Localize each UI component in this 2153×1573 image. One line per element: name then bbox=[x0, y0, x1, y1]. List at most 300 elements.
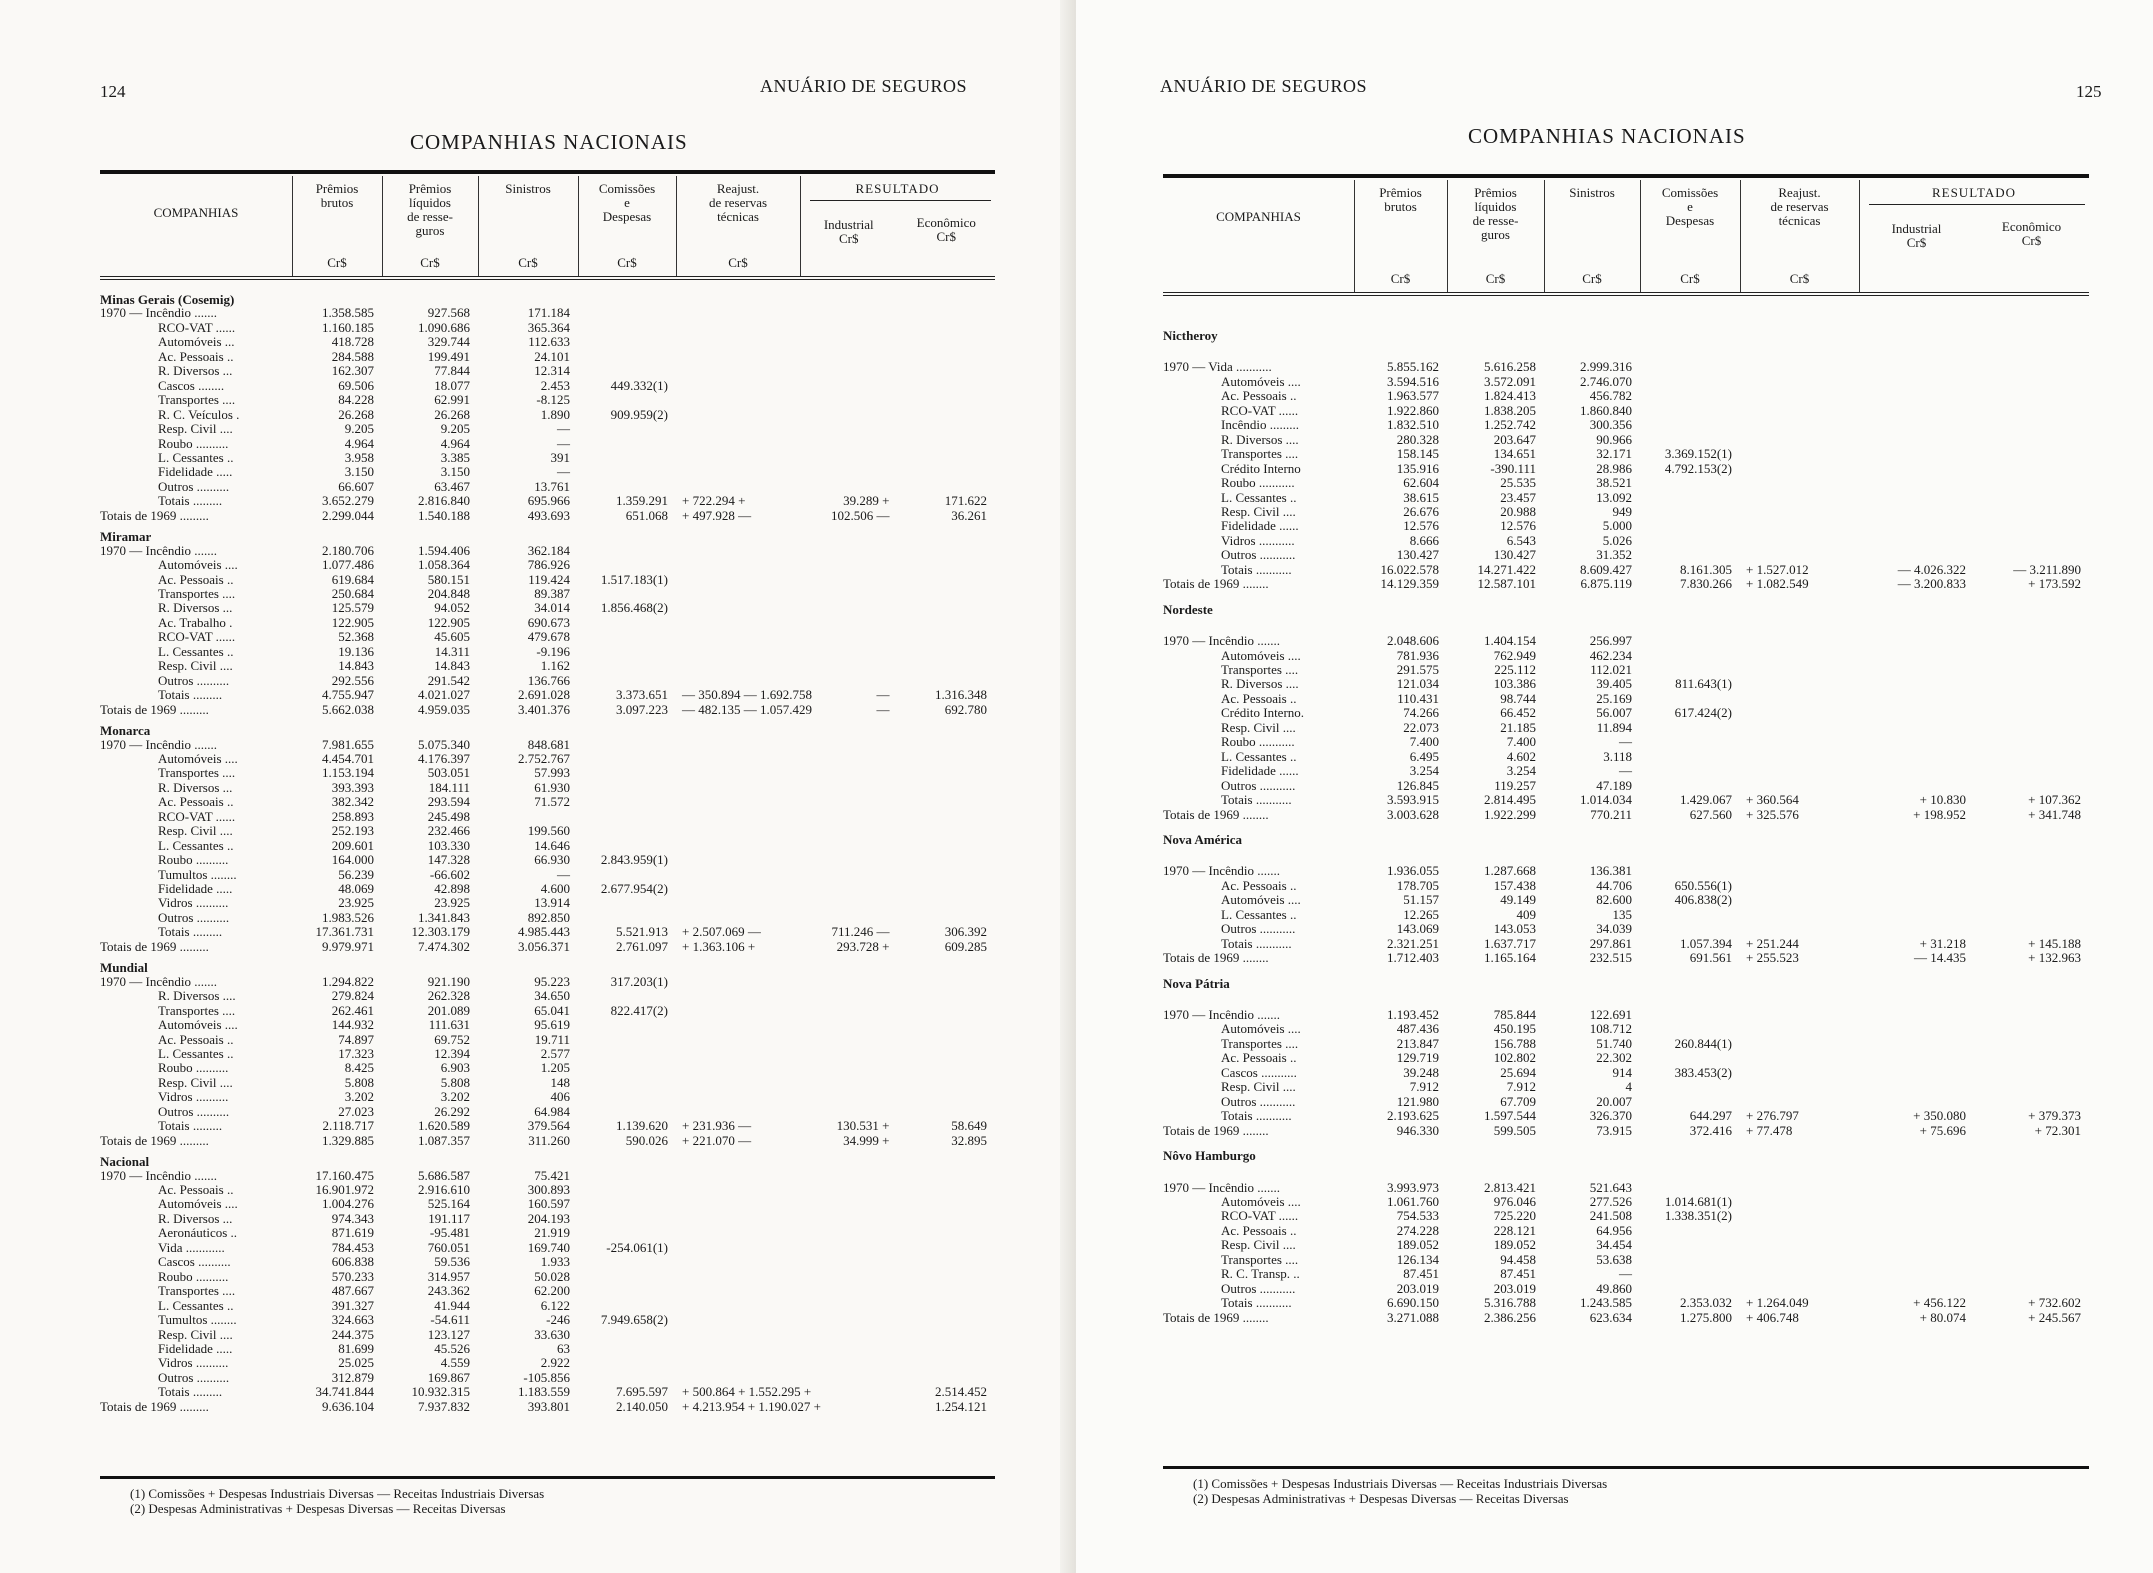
cell-premios-brutos: 62.604 bbox=[1403, 475, 1439, 491]
cell-sinistros: 49.860 bbox=[1596, 1280, 1632, 1296]
cell-sinistros: 13.914 bbox=[534, 895, 570, 911]
cell-premios-brutos: 74.897 bbox=[338, 1031, 374, 1047]
table-row bbox=[1076, 1066, 2153, 1080]
row-label: Vida ............ bbox=[158, 1239, 225, 1255]
cell-premios-brutos: 126.134 bbox=[1396, 1251, 1439, 1267]
cell-sinistros: 493.693 bbox=[527, 507, 570, 523]
header-industrial: Industrial bbox=[1891, 221, 1942, 236]
cell-industrial: + 10.830 bbox=[1919, 792, 1966, 808]
cell-premios-brutos: 3.594.516 bbox=[1387, 373, 1439, 389]
row-label: 1970 — Vida ........... bbox=[1163, 359, 1272, 375]
cell-sinistros: 95.619 bbox=[534, 1017, 570, 1033]
cell-sinistros: 160.597 bbox=[527, 1196, 570, 1212]
table-row bbox=[0, 853, 1076, 867]
company-name: Miramar bbox=[100, 529, 152, 545]
cell-premios-liquidos: 4.176.397 bbox=[418, 750, 470, 766]
cell-sinistros: 311.260 bbox=[528, 1132, 570, 1148]
table-row bbox=[0, 616, 1076, 630]
header-bottom-rule bbox=[1163, 292, 2089, 293]
cell-premios-liquidos: 12.576 bbox=[1500, 518, 1536, 534]
header-divider bbox=[478, 176, 479, 276]
row-label: Ac. Pessoais .. bbox=[158, 1031, 234, 1047]
cell-sinistros: 21.919 bbox=[534, 1225, 570, 1241]
cell-premios-brutos: 4.755.947 bbox=[322, 687, 374, 703]
cell-sinistros: 12.314 bbox=[534, 363, 570, 379]
cell-comissoes: 1.429.067 bbox=[1680, 792, 1732, 808]
row-label: Ac. Pessoais .. bbox=[158, 348, 234, 364]
cell-reajust: + 360.564 bbox=[1746, 792, 1799, 808]
cell-sinistros: 2.577 bbox=[540, 1045, 570, 1061]
row-label: Outros .......... bbox=[158, 909, 230, 925]
cell-sinistros: 24.101 bbox=[534, 348, 570, 364]
cell-premios-liquidos: 1.540.188 bbox=[418, 507, 470, 523]
table-row bbox=[1076, 893, 2153, 907]
cell-industrial: 711.246 — bbox=[831, 924, 890, 940]
cell-premios-brutos: 1.358.585 bbox=[322, 305, 374, 321]
row-label: Vidros .......... bbox=[158, 1089, 229, 1105]
cell-premios-brutos: 213.847 bbox=[1396, 1035, 1439, 1051]
header-currency: Cr$ bbox=[936, 229, 956, 244]
cell-premios-brutos: 7.912 bbox=[1409, 1079, 1439, 1095]
cell-premios-brutos: 280.328 bbox=[1396, 431, 1439, 447]
cell-sinistros: 456.782 bbox=[1589, 388, 1632, 404]
cell-premios-brutos: 974.343 bbox=[331, 1210, 374, 1226]
cell-premios-brutos: 292.556 bbox=[331, 672, 374, 688]
cell-industrial: + 75.696 bbox=[1919, 1122, 1966, 1138]
cell-premios-liquidos: 4.959.035 bbox=[418, 701, 470, 717]
cell-industrial: — 14.435 bbox=[1914, 950, 1966, 966]
cell-premios-liquidos: 291.542 bbox=[427, 672, 470, 688]
cell-premios-brutos: 17.160.475 bbox=[315, 1167, 374, 1183]
cell-premios-brutos: 1.712.403 bbox=[1387, 950, 1439, 966]
cell-premios-brutos: 16.022.578 bbox=[1380, 561, 1439, 577]
row-label: R. C. Veículos . bbox=[158, 406, 240, 422]
cell-premios-liquidos: 762.949 bbox=[1493, 647, 1536, 663]
table-row bbox=[1076, 879, 2153, 893]
header-currency: Cr$ bbox=[518, 255, 538, 270]
header-premios-liquidos-line: de resse- bbox=[407, 209, 453, 224]
cell-premios-liquidos: 1.594.406 bbox=[418, 542, 470, 558]
cell-premios-liquidos: 1.252.742 bbox=[1484, 417, 1536, 433]
cell-premios-brutos: 418.728 bbox=[331, 334, 374, 350]
table-row bbox=[0, 1313, 1076, 1327]
header-divider bbox=[382, 176, 383, 276]
table-row bbox=[1076, 634, 2153, 648]
cell-premios-liquidos: 503.051 bbox=[427, 765, 470, 781]
cell-sinistros: 53.638 bbox=[1596, 1251, 1632, 1267]
cell-sinistros: 365.364 bbox=[527, 319, 570, 335]
cell-premios-liquidos: 134.651 bbox=[1493, 446, 1536, 462]
cell-sinistros: 204.193 bbox=[527, 1210, 570, 1226]
cell-comissoes: -254.061(1) bbox=[606, 1239, 668, 1255]
footnote: (1) Comissões + Despesas Industriais Diversas — Receitas Industriais Diversas bbox=[1193, 1476, 1608, 1491]
table-row bbox=[0, 1226, 1076, 1240]
table-row bbox=[1076, 1253, 2153, 1267]
cell-sinistros: 623.634 bbox=[1589, 1309, 1632, 1325]
cell-sinistros: 1.860.840 bbox=[1580, 402, 1632, 418]
cell-comissoes: 2.761.097 bbox=[616, 938, 668, 954]
cell-premios-brutos: 26.676 bbox=[1403, 503, 1439, 519]
cell-premios-liquidos: 26.292 bbox=[434, 1103, 470, 1119]
cell-sinistros: 56.007 bbox=[1596, 705, 1632, 721]
cell-premios-liquidos: 725.220 bbox=[1493, 1208, 1536, 1224]
row-label: RCO-VAT ...... bbox=[158, 808, 236, 824]
cell-premios-liquidos: 6.903 bbox=[440, 1060, 470, 1076]
cell-sinistros: 38.521 bbox=[1596, 475, 1632, 491]
cell-sinistros: — bbox=[1619, 734, 1632, 750]
cell-sinistros: — bbox=[1619, 763, 1632, 779]
cell-premios-liquidos: 1.287.668 bbox=[1484, 863, 1536, 879]
cell-sinistros: 14.646 bbox=[534, 837, 570, 853]
header-currency: Cr$ bbox=[2021, 233, 2042, 248]
cell-comissoes: 7.949.658(2) bbox=[600, 1312, 668, 1328]
cell-premios-brutos: 12.265 bbox=[1403, 906, 1439, 922]
table-row bbox=[0, 451, 1076, 465]
cell-premios-brutos: 203.019 bbox=[1396, 1280, 1439, 1296]
cell-sinistros: 25.169 bbox=[1596, 690, 1632, 706]
row-label: Outros .......... bbox=[158, 1103, 230, 1119]
row-label: Fidelidade ...... bbox=[1221, 518, 1299, 534]
header-companhias: COMPANHIAS bbox=[1216, 209, 1301, 224]
row-label: Cascos .......... bbox=[158, 1254, 231, 1270]
cell-sinistros: 690.673 bbox=[527, 614, 570, 630]
cell-premios-brutos: 244.375 bbox=[331, 1326, 374, 1342]
table-row bbox=[0, 1371, 1076, 1385]
cell-sinistros: 44.706 bbox=[1596, 877, 1632, 893]
row-label: L. Cessantes .. bbox=[158, 449, 234, 465]
cell-premios-liquidos: 10.932.315 bbox=[411, 1384, 470, 1400]
table-row bbox=[0, 408, 1076, 422]
cell-sinistros: 112.021 bbox=[1590, 662, 1632, 677]
table-row bbox=[0, 766, 1076, 780]
cell-comissoes: 909.959(2) bbox=[610, 406, 668, 422]
table-row bbox=[0, 587, 1076, 601]
cell-comissoes: 691.561 bbox=[1689, 950, 1732, 966]
cell-premios-liquidos: 62.991 bbox=[434, 392, 470, 408]
table-row bbox=[1076, 563, 2153, 577]
cell-economico: + 72.301 bbox=[2034, 1122, 2081, 1138]
cell-premios-liquidos: 4.559 bbox=[440, 1355, 470, 1371]
cell-premios-liquidos: 3.202 bbox=[440, 1089, 470, 1105]
row-label: Vidros .......... bbox=[158, 895, 229, 911]
cell-premios-brutos: 14.129.359 bbox=[1380, 576, 1439, 592]
cell-premios-brutos: 1.153.194 bbox=[322, 765, 374, 781]
cell-premios-brutos: 125.579 bbox=[331, 600, 374, 616]
cell-sinistros: 4 bbox=[1625, 1079, 1632, 1095]
cell-comissoes: 811.643(1) bbox=[1675, 676, 1732, 692]
cell-premios-liquidos: 976.046 bbox=[1493, 1193, 1536, 1209]
row-label: RCO-VAT ...... bbox=[158, 319, 236, 335]
header-comissoes-line: Despesas bbox=[602, 209, 652, 224]
header-comissoes bbox=[578, 182, 676, 224]
row-label: R. Diversos ... bbox=[158, 1210, 233, 1226]
header-premios-liquidos-line: Prêmios bbox=[408, 181, 452, 196]
header-divider bbox=[1740, 180, 1741, 292]
header-reajust-line: técnicas bbox=[717, 209, 759, 224]
cell-sinistros: 1.933 bbox=[540, 1254, 570, 1270]
cell-comissoes: 617.424(2) bbox=[1674, 705, 1732, 721]
cell-premios-brutos: 135.916 bbox=[1396, 460, 1439, 476]
header-premios-liquidos-line: Prêmios bbox=[1474, 185, 1517, 200]
cell-premios-brutos: 3.993.973 bbox=[1387, 1179, 1439, 1195]
row-label: Fidelidade ..... bbox=[158, 1340, 233, 1356]
header-currency: Cr$ bbox=[1789, 271, 1810, 286]
cell-premios-brutos: 3.593.915 bbox=[1387, 792, 1439, 808]
row-label: Outros ........... bbox=[1221, 1093, 1296, 1109]
cell-reajust: + 500.864 + 1.552.295 + bbox=[682, 1384, 812, 1400]
cell-sinistros: 1.183.559 bbox=[518, 1384, 570, 1400]
table-row bbox=[1076, 1311, 2153, 1325]
cell-premios-liquidos: 7.912 bbox=[1506, 1079, 1536, 1095]
header-sinistros bbox=[478, 182, 578, 196]
cell-premios-brutos: 391.327 bbox=[331, 1297, 374, 1313]
cell-industrial: + 350.080 bbox=[1913, 1108, 1966, 1124]
header-premios-liquidos bbox=[382, 182, 478, 238]
table-row bbox=[1076, 1109, 2153, 1123]
cell-sinistros: 2.999.316 bbox=[1580, 359, 1632, 375]
row-label: Totais ......... bbox=[158, 1118, 223, 1134]
row-label: Totais de 1969 ........ bbox=[1163, 576, 1269, 592]
cell-reajust: + 231.936 — bbox=[682, 1118, 752, 1134]
row-label: Outros .......... bbox=[158, 1369, 230, 1385]
cell-industrial: — bbox=[876, 701, 890, 717]
cell-premios-liquidos: 2.814.495 bbox=[1484, 792, 1536, 808]
cell-premios-brutos: 144.932 bbox=[331, 1017, 374, 1033]
cell-premios-brutos: 56.239 bbox=[338, 866, 374, 882]
row-label: 1970 — Incêndio ....... bbox=[1163, 1179, 1280, 1195]
page-number: 124 bbox=[100, 82, 126, 101]
table-row bbox=[1076, 764, 2153, 778]
row-label: R. Diversos ... bbox=[158, 600, 233, 616]
row-label: Transportes .... bbox=[158, 765, 236, 781]
table-row bbox=[0, 781, 1076, 795]
cell-sinistros: 3.056.371 bbox=[518, 938, 570, 954]
row-label: Ac. Pessoais .. bbox=[1221, 1050, 1297, 1066]
cell-premios-liquidos: 1.087.357 bbox=[418, 1132, 470, 1148]
header-reajust-line: de reservas bbox=[708, 195, 768, 210]
row-label: Totais ........... bbox=[1221, 1108, 1292, 1124]
cell-comissoes: 2.677.954(2) bbox=[600, 881, 668, 896]
cell-premios-liquidos: 156.788 bbox=[1493, 1035, 1536, 1051]
row-label: Ac. Pessoais .. bbox=[1221, 1222, 1297, 1238]
cell-industrial: — 4.026.322 bbox=[1897, 561, 1966, 577]
header-comissoes-line: Comissões bbox=[598, 181, 656, 196]
table-row bbox=[0, 1328, 1076, 1342]
table-row bbox=[0, 882, 1076, 896]
cell-sinistros: 3.118 bbox=[1603, 748, 1632, 764]
cell-comissoes: 3.373.651 bbox=[616, 687, 668, 703]
cell-premios-brutos: 38.615 bbox=[1403, 489, 1439, 505]
table-row bbox=[1076, 908, 2153, 922]
cell-sinistros: 95.223 bbox=[534, 973, 570, 989]
table-row bbox=[1076, 779, 2153, 793]
cell-sinistros: — bbox=[557, 421, 570, 437]
row-label: Automóveis .... bbox=[1221, 647, 1301, 663]
cell-premios-liquidos: 1.597.544 bbox=[1484, 1108, 1536, 1124]
table-row bbox=[0, 1047, 1076, 1061]
cell-premios-liquidos: 123.127 bbox=[427, 1326, 470, 1342]
cell-comissoes: 406.838(2) bbox=[1674, 892, 1732, 908]
header-economico: Econômico bbox=[916, 215, 976, 230]
header-divider bbox=[1354, 180, 1355, 292]
table-row bbox=[1076, 1051, 2153, 1065]
cell-economico: 1.254.121 bbox=[935, 1398, 987, 1414]
row-label: Transportes .... bbox=[1221, 1251, 1299, 1267]
header-divider bbox=[676, 176, 677, 276]
header-reajust-line: técnicas bbox=[1778, 213, 1821, 228]
cell-economico: + 173.592 bbox=[2028, 576, 2081, 592]
cell-sinistros: 300.893 bbox=[527, 1182, 570, 1197]
header-premios-liquidos bbox=[1447, 186, 1544, 242]
cell-economico: 2.514.452 bbox=[935, 1384, 987, 1400]
cell-premios-liquidos: 5.616.258 bbox=[1484, 359, 1536, 375]
cell-reajust: + 722.294 + bbox=[682, 493, 746, 509]
cell-premios-liquidos: 23.457 bbox=[1500, 489, 1536, 505]
row-label: Crédito Interno bbox=[1221, 460, 1301, 476]
header-divider bbox=[578, 176, 579, 276]
row-label: Resp. Civil .... bbox=[1221, 503, 1296, 519]
cell-premios-brutos: 14.843 bbox=[338, 658, 374, 674]
cell-premios-liquidos: 262.328 bbox=[427, 988, 470, 1004]
row-label: RCO-VAT ...... bbox=[158, 629, 236, 645]
cell-economico: + 245.567 bbox=[2028, 1309, 2081, 1325]
row-label: Resp. Civil .... bbox=[158, 421, 233, 437]
cell-reajust: + 325.576 bbox=[1746, 806, 1799, 822]
cell-premios-brutos: 66.607 bbox=[338, 478, 374, 494]
cell-economico: + 379.373 bbox=[2028, 1108, 2081, 1124]
cell-sinistros: 2.746.070 bbox=[1580, 373, 1632, 389]
cell-premios-liquidos: 243.362 bbox=[427, 1283, 470, 1299]
cell-premios-brutos: 3.202 bbox=[344, 1089, 374, 1105]
row-label: Ac. Pessoais .. bbox=[158, 571, 234, 587]
table-row bbox=[1076, 677, 2153, 691]
table-row bbox=[1076, 721, 2153, 735]
row-label: Totais ........... bbox=[1221, 792, 1292, 808]
cell-premios-brutos: 164.000 bbox=[331, 852, 374, 868]
cell-sinistros: 89.387 bbox=[534, 586, 570, 601]
cell-comissoes: 627.560 bbox=[1689, 806, 1732, 822]
header-premios-brutos-line: brutos bbox=[320, 195, 354, 210]
header-divider bbox=[1544, 180, 1545, 292]
table-row bbox=[0, 558, 1076, 572]
cell-premios-liquidos: 2.916.610 bbox=[418, 1182, 470, 1197]
row-label: Totais ......... bbox=[158, 493, 223, 509]
table-row bbox=[1076, 519, 2153, 533]
cell-premios-liquidos: 199.491 bbox=[427, 348, 470, 364]
cell-comissoes: 1.359.291 bbox=[616, 493, 668, 509]
cell-sinistros: 136.766 bbox=[527, 672, 570, 688]
cell-reajust: + 406.748 bbox=[1746, 1309, 1799, 1325]
row-label: RCO-VAT ...... bbox=[1221, 1208, 1299, 1224]
cell-premios-brutos: 393.393 bbox=[331, 779, 374, 795]
cell-comissoes: 3.097.223 bbox=[616, 701, 668, 717]
cell-premios-liquidos: 143.053 bbox=[1493, 921, 1536, 937]
cell-premios-liquidos: 1.058.364 bbox=[418, 557, 470, 573]
header-premios-brutos-line: Prêmios bbox=[1379, 185, 1422, 200]
resultado-rule bbox=[810, 200, 991, 201]
table-row bbox=[1076, 1037, 2153, 1051]
cell-sinistros: 31.352 bbox=[1596, 547, 1632, 563]
header-premios-brutos-line: Prêmios bbox=[315, 181, 359, 196]
cell-reajust: + 1.527.012 bbox=[1746, 561, 1809, 577]
cell-premios-brutos: 126.845 bbox=[1396, 777, 1439, 793]
cell-premios-brutos: 9.636.104 bbox=[322, 1398, 374, 1414]
row-label: Aeronáuticos .. bbox=[158, 1225, 238, 1241]
cell-premios-liquidos: 760.051 bbox=[427, 1239, 470, 1255]
cell-sinistros: 241.508 bbox=[1589, 1208, 1632, 1224]
table-row bbox=[1076, 1022, 2153, 1036]
row-label: Incêndio ......... bbox=[1221, 417, 1299, 433]
cell-sinistros: — bbox=[557, 464, 570, 480]
cell-sinistros: 34.454 bbox=[1596, 1237, 1632, 1253]
table-row bbox=[0, 335, 1076, 349]
row-label: Totais de 1969 ......... bbox=[100, 1132, 209, 1148]
table-row bbox=[0, 321, 1076, 335]
cell-premios-brutos: 2.048.606 bbox=[1387, 633, 1439, 649]
row-label: Tumultos ........ bbox=[158, 1312, 237, 1328]
cell-premios-liquidos: 103.330 bbox=[427, 837, 470, 853]
header-premios-brutos bbox=[292, 182, 382, 210]
table-row bbox=[0, 393, 1076, 407]
cell-premios-liquidos: 67.709 bbox=[1500, 1093, 1536, 1109]
cell-premios-liquidos: 157.438 bbox=[1493, 877, 1536, 893]
row-label: Ac. Trabalho . bbox=[158, 614, 233, 630]
cell-premios-liquidos: -95.481 bbox=[429, 1225, 470, 1241]
table-row bbox=[1076, 534, 2153, 548]
table-row bbox=[0, 1105, 1076, 1119]
table-row bbox=[1076, 462, 2153, 476]
table-row bbox=[0, 480, 1076, 494]
table-row bbox=[1076, 404, 2153, 418]
row-label: Roubo .......... bbox=[158, 852, 229, 868]
header-economico: Econômico bbox=[2001, 219, 2062, 234]
table-row bbox=[0, 868, 1076, 882]
row-label: Totais ......... bbox=[158, 924, 223, 940]
right-page bbox=[1076, 0, 2153, 1573]
cell-economico: 692.780 bbox=[944, 701, 987, 717]
row-label: Totais de 1969 ........ bbox=[1163, 806, 1269, 822]
row-label: Transportes .... bbox=[158, 392, 236, 408]
cell-premios-brutos: 1.077.486 bbox=[322, 557, 374, 573]
cell-premios-brutos: 1.963.577 bbox=[1387, 388, 1439, 404]
table-row bbox=[0, 989, 1076, 1003]
row-label: R. Diversos .... bbox=[1221, 676, 1299, 692]
table-row bbox=[0, 437, 1076, 451]
cell-comissoes: 1.338.351(2) bbox=[1664, 1208, 1732, 1224]
cell-premios-liquidos: 3.572.091 bbox=[1484, 373, 1536, 389]
cell-sinistros: 51.740 bbox=[1596, 1035, 1632, 1051]
row-label: Totais de 1969 ......... bbox=[100, 701, 209, 717]
cell-premios-brutos: 121.034 bbox=[1396, 676, 1439, 692]
row-label: Totais de 1969 ........ bbox=[1163, 1122, 1269, 1138]
cell-sinistros: 8.609.427 bbox=[1580, 561, 1632, 577]
cell-sinistros: 90.966 bbox=[1596, 431, 1632, 447]
cell-premios-liquidos: 59.536 bbox=[434, 1254, 470, 1270]
row-label: Roubo .......... bbox=[158, 435, 229, 451]
cell-sinistros: 20.007 bbox=[1596, 1093, 1632, 1109]
cell-economico: 58.649 bbox=[951, 1118, 987, 1134]
cell-sinistros: 297.861 bbox=[1589, 935, 1632, 951]
row-label: Outros ........... bbox=[1221, 777, 1296, 793]
cell-premios-liquidos: 203.019 bbox=[1493, 1280, 1536, 1296]
row-label: Transportes .... bbox=[158, 1002, 236, 1018]
running-head: ANUÁRIO DE SEGUROS bbox=[760, 76, 968, 96]
cell-sinistros: 5.026 bbox=[1602, 532, 1632, 548]
table-row bbox=[1076, 663, 2153, 677]
cell-sinistros: 135 bbox=[1612, 906, 1632, 922]
cell-sinistros: 786.926 bbox=[527, 557, 570, 573]
cell-premios-liquidos: 450.195 bbox=[1493, 1021, 1536, 1037]
